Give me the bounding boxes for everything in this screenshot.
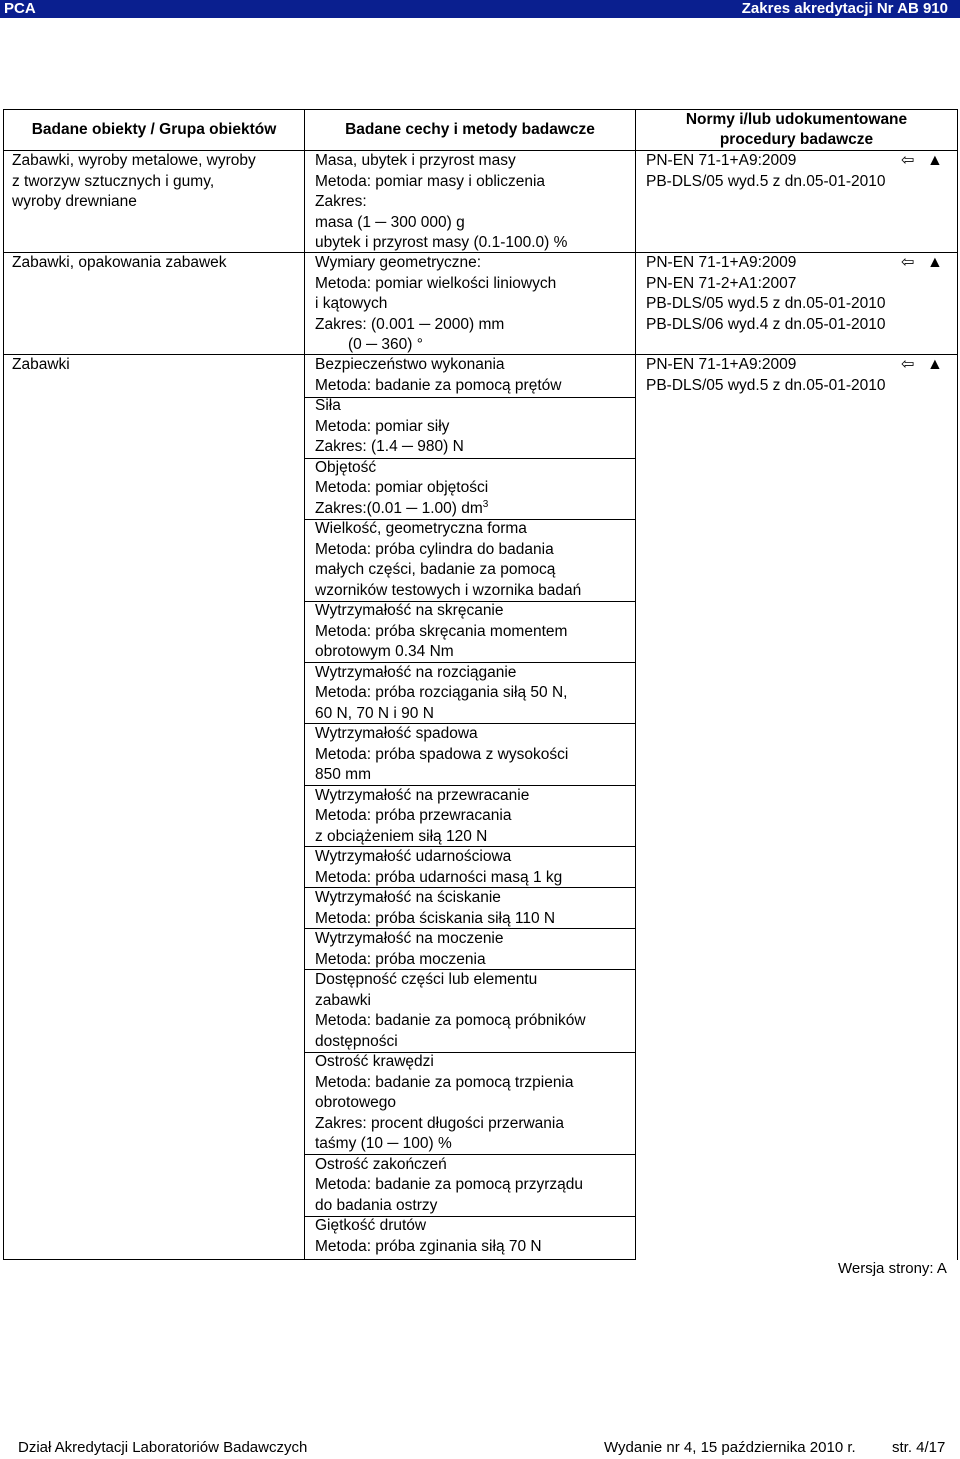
feature-line: obrotowego	[315, 1094, 397, 1111]
feature-line: i kątowych	[315, 295, 388, 312]
feature-line: Metoda: pomiar masy i obliczenia	[315, 172, 546, 190]
feature-line: Metoda: próba cylindra do badania	[315, 540, 554, 558]
footer-department: Dział Akredytacji Laboratoriów Badawczych	[18, 1439, 308, 1456]
triangle-up-icon: ▲	[927, 356, 943, 373]
feature-line: Metoda: próba udarności masą 1 kg	[315, 868, 563, 886]
feature-line: Bezpieczeństwo wykonania	[315, 356, 505, 373]
feature-line: 60 N, 70 N i 90 N	[315, 704, 434, 722]
feature-line: Zakres: procent długości przerwania	[315, 1114, 564, 1132]
triangle-up-icon: ▲	[927, 254, 943, 271]
feature-line: dostępności	[315, 1032, 398, 1050]
arrow-left-icon: ⇦	[901, 356, 915, 373]
feature-line: Metoda: pomiar siły	[315, 417, 450, 435]
col-header-features: Badane cechy i metody badawcze	[345, 121, 595, 138]
volume-unit-exponent: 3	[482, 498, 489, 510]
row3-objects	[12, 355, 70, 376]
feature-line: Metoda: pomiar objętości	[315, 479, 489, 496]
object-line: Zabawki, opakowania zabawek	[12, 254, 227, 271]
arrow-left-icon: ⇦	[901, 152, 915, 169]
feature-line: Wytrzymałość na skręcanie	[315, 602, 504, 619]
row2-norms	[646, 253, 886, 335]
object-line: wyroby drewniane	[12, 193, 137, 210]
norm-line: PB-DLS/05 wyd.5 z dn.05-01-2010	[646, 376, 886, 394]
row3-norms	[646, 355, 886, 396]
feature-line: Metoda: próba ściskania siłą 110 N	[315, 909, 556, 927]
row1-features	[315, 151, 567, 254]
norm-line: PN-EN 71-1+A9:2009	[646, 254, 797, 271]
feature-line: Wytrzymałość na moczenie	[315, 930, 504, 947]
feature-line: 850 mm	[315, 766, 371, 783]
row2-objects	[12, 253, 227, 274]
norm-line: PN-EN 71-1+A9:2009	[646, 152, 797, 169]
feature-line: Giętkość drutów	[315, 1217, 427, 1234]
feature-line: Zakres: (1.4 ─ 980) N	[315, 438, 464, 455]
feature-line: do badania ostrzy	[315, 1196, 438, 1214]
feature-line: Metoda: próba moczenia	[315, 950, 486, 968]
feature-line: Metoda: próba zginania siłą 70 N	[315, 1237, 542, 1255]
feature-line: ubytek i przyrost masy (0.1-100.0) %	[315, 234, 568, 251]
col-header-norms-line1: Normy i/lub udokumentowane	[685, 111, 908, 128]
feature-line: masa (1 ─ 300 000) g	[315, 213, 465, 231]
feature-line: Ostrość krawędzi	[315, 1053, 434, 1070]
feature-line: Metoda: badanie za pomocą próbników	[315, 1012, 586, 1029]
feature-line: Zakres:	[315, 193, 367, 210]
norm-line: PN-EN 71-1+A9:2009	[646, 356, 797, 373]
feature-line: Objętość	[315, 458, 377, 476]
feature-line: małych części, badanie za pomocą	[315, 561, 556, 578]
row1-objects	[12, 151, 256, 213]
row3-features	[315, 355, 586, 1257]
feature-line: Wielkość, geometryczna forma	[315, 520, 527, 537]
page-header-bar	[0, 0, 960, 18]
feature-line: Zakres: (0.001 ─ 2000) mm	[315, 315, 505, 333]
feature-line: zabawki	[315, 991, 371, 1009]
col-header-norms	[636, 110, 957, 150]
feature-line: Wymiary geometryczne:	[315, 254, 482, 271]
feature-line: Metoda: próba rozciągania siłą 50 N,	[315, 684, 568, 701]
feature-line: Wytrzymałość na przewracanie	[315, 786, 530, 804]
feature-line: Metoda: badanie za pomocą prętów	[315, 376, 562, 394]
feature-line: Metoda: próba przewracania	[315, 807, 512, 824]
triangle-up-icon: ▲	[927, 152, 943, 169]
feature-line: Metoda: badanie za pomocą trzpienia	[315, 1073, 574, 1091]
feature-line: obrotowym 0.34 Nm	[315, 643, 454, 660]
feature-line: Metoda: pomiar wielkości liniowych	[315, 274, 557, 292]
object-line: z tworzyw sztucznych i gumy,	[12, 172, 215, 190]
row2-features	[315, 253, 556, 356]
feature-line: wzorników testowych i wzornika badań	[315, 581, 582, 599]
feature-line: Siła	[315, 397, 341, 414]
feature-line: Wytrzymałość spadowa	[315, 725, 478, 742]
feature-line: taśmy (10 ─ 100) %	[315, 1135, 452, 1152]
norm-line: PB-DLS/06 wyd.4 z dn.05-01-2010	[646, 315, 886, 333]
header-org: PCA	[4, 0, 36, 17]
col-header-norms-line2: procedury badawcze	[719, 131, 874, 148]
feature-line: Metoda: próba skręcania momentem	[315, 622, 568, 640]
feature-line: Wytrzymałość na rozciąganie	[315, 663, 517, 681]
feature-line: Wytrzymałość na ściskanie	[315, 889, 501, 906]
volume-range-text: Zakres:(0.01 ─ 1.00) dm	[315, 499, 483, 517]
footer-page-number: str. 4/17	[892, 1439, 946, 1456]
page-version: Wersja strony: A	[838, 1260, 947, 1277]
arrow-left-icon: ⇦	[901, 254, 915, 271]
feature-line: Metoda: próba spadowa z wysokości	[315, 745, 569, 763]
norm-line: PN-EN 71-2+A1:2007	[646, 274, 797, 292]
feature-line: (0 ─ 360) °	[348, 336, 423, 353]
feature-line: Metoda: badanie za pomocą przyrządu	[315, 1176, 583, 1193]
norm-line: PB-DLS/05 wyd.5 z dn.05-01-2010	[646, 295, 886, 312]
feature-line-volume-range	[315, 499, 586, 520]
object-line: Zabawki, wyroby metalowe, wyroby	[12, 152, 256, 169]
feature-line: Dostępność części lub elementu	[315, 971, 538, 988]
norm-line: PB-DLS/05 wyd.5 z dn.05-01-2010	[646, 172, 886, 190]
footer-edition: Wydanie nr 4, 15 października 2010 r.	[604, 1439, 856, 1456]
feature-line: z obciążeniem siłą 120 N	[315, 827, 488, 845]
col-header-objects: Badane obiekty / Grupa obiektów	[31, 121, 277, 138]
row1-norms	[646, 151, 886, 192]
feature-line: Masa, ubytek i przyrost masy	[315, 152, 516, 169]
feature-line: Wytrzymałość udarnościowa	[315, 848, 512, 865]
object-line: Zabawki	[12, 356, 70, 373]
feature-line: Ostrość zakończeń	[315, 1155, 447, 1173]
header-scope-title: Zakres akredytacji Nr AB 910	[741, 0, 948, 17]
